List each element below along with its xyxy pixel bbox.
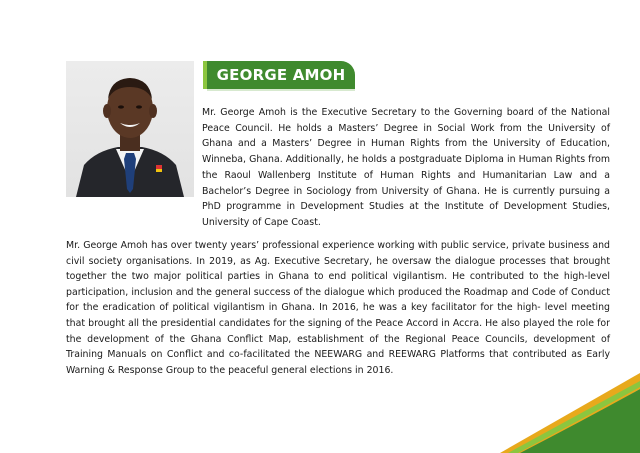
- portrait-photo: [66, 61, 194, 197]
- decorative-corner-swoosh: [500, 343, 640, 453]
- person-name: GEORGE AMOH: [216, 66, 346, 84]
- bio-paragraph-1: Mr. George Amoh is the Executive Secretary to the Governing board of the National Peace Council. He holds a Masters’ Degree in Social Work from the University of Ghana and a Masters’ Degree in Human Rights from the University of Education, Winneba, Ghana. Additionally, he holds a postgraduate Diploma in Human Rights from the Raoul Wallenberg Institute of Human Rights and Humanitarian Law and a Bachelor’s Degree in Sociology from University of Ghana. He is currently pursuing a PhD programme in Development Studies at the Institute of Development Studies, University of Cape Coast.: [202, 107, 610, 228]
- bio-paragraph-2: Mr. George Amoh has over twenty years’ professional experience working with public service, private business and civil society organisations. In 2019, as Ag. Executive Secretary, he oversaw the dialogue processes that brought together the two major political parties in Ghana to end political vigilantism. He contributed to the high-level participation, inclusion and the general success of the dialogue which produced the Roadmap and Code of Conduct for the eradication of political vigilantism in Ghana. In 2016, he was a key facilitator for the high- level meeting that brought all the presidential candidates for the signing of the Peace Accord in Accra. He also played the role for the development of the Ghana Conflict Map, establishment of the Regional Peace Councils, development of Training Manuals on Conflict and co-facilitated the NEEWARG and REEWARG Platforms that contributed as Early Warning & Response Group to the peaceful general elections in 2016.: [66, 240, 610, 376]
- portrait-illustration: [66, 61, 194, 197]
- name-banner: [207, 61, 355, 89]
